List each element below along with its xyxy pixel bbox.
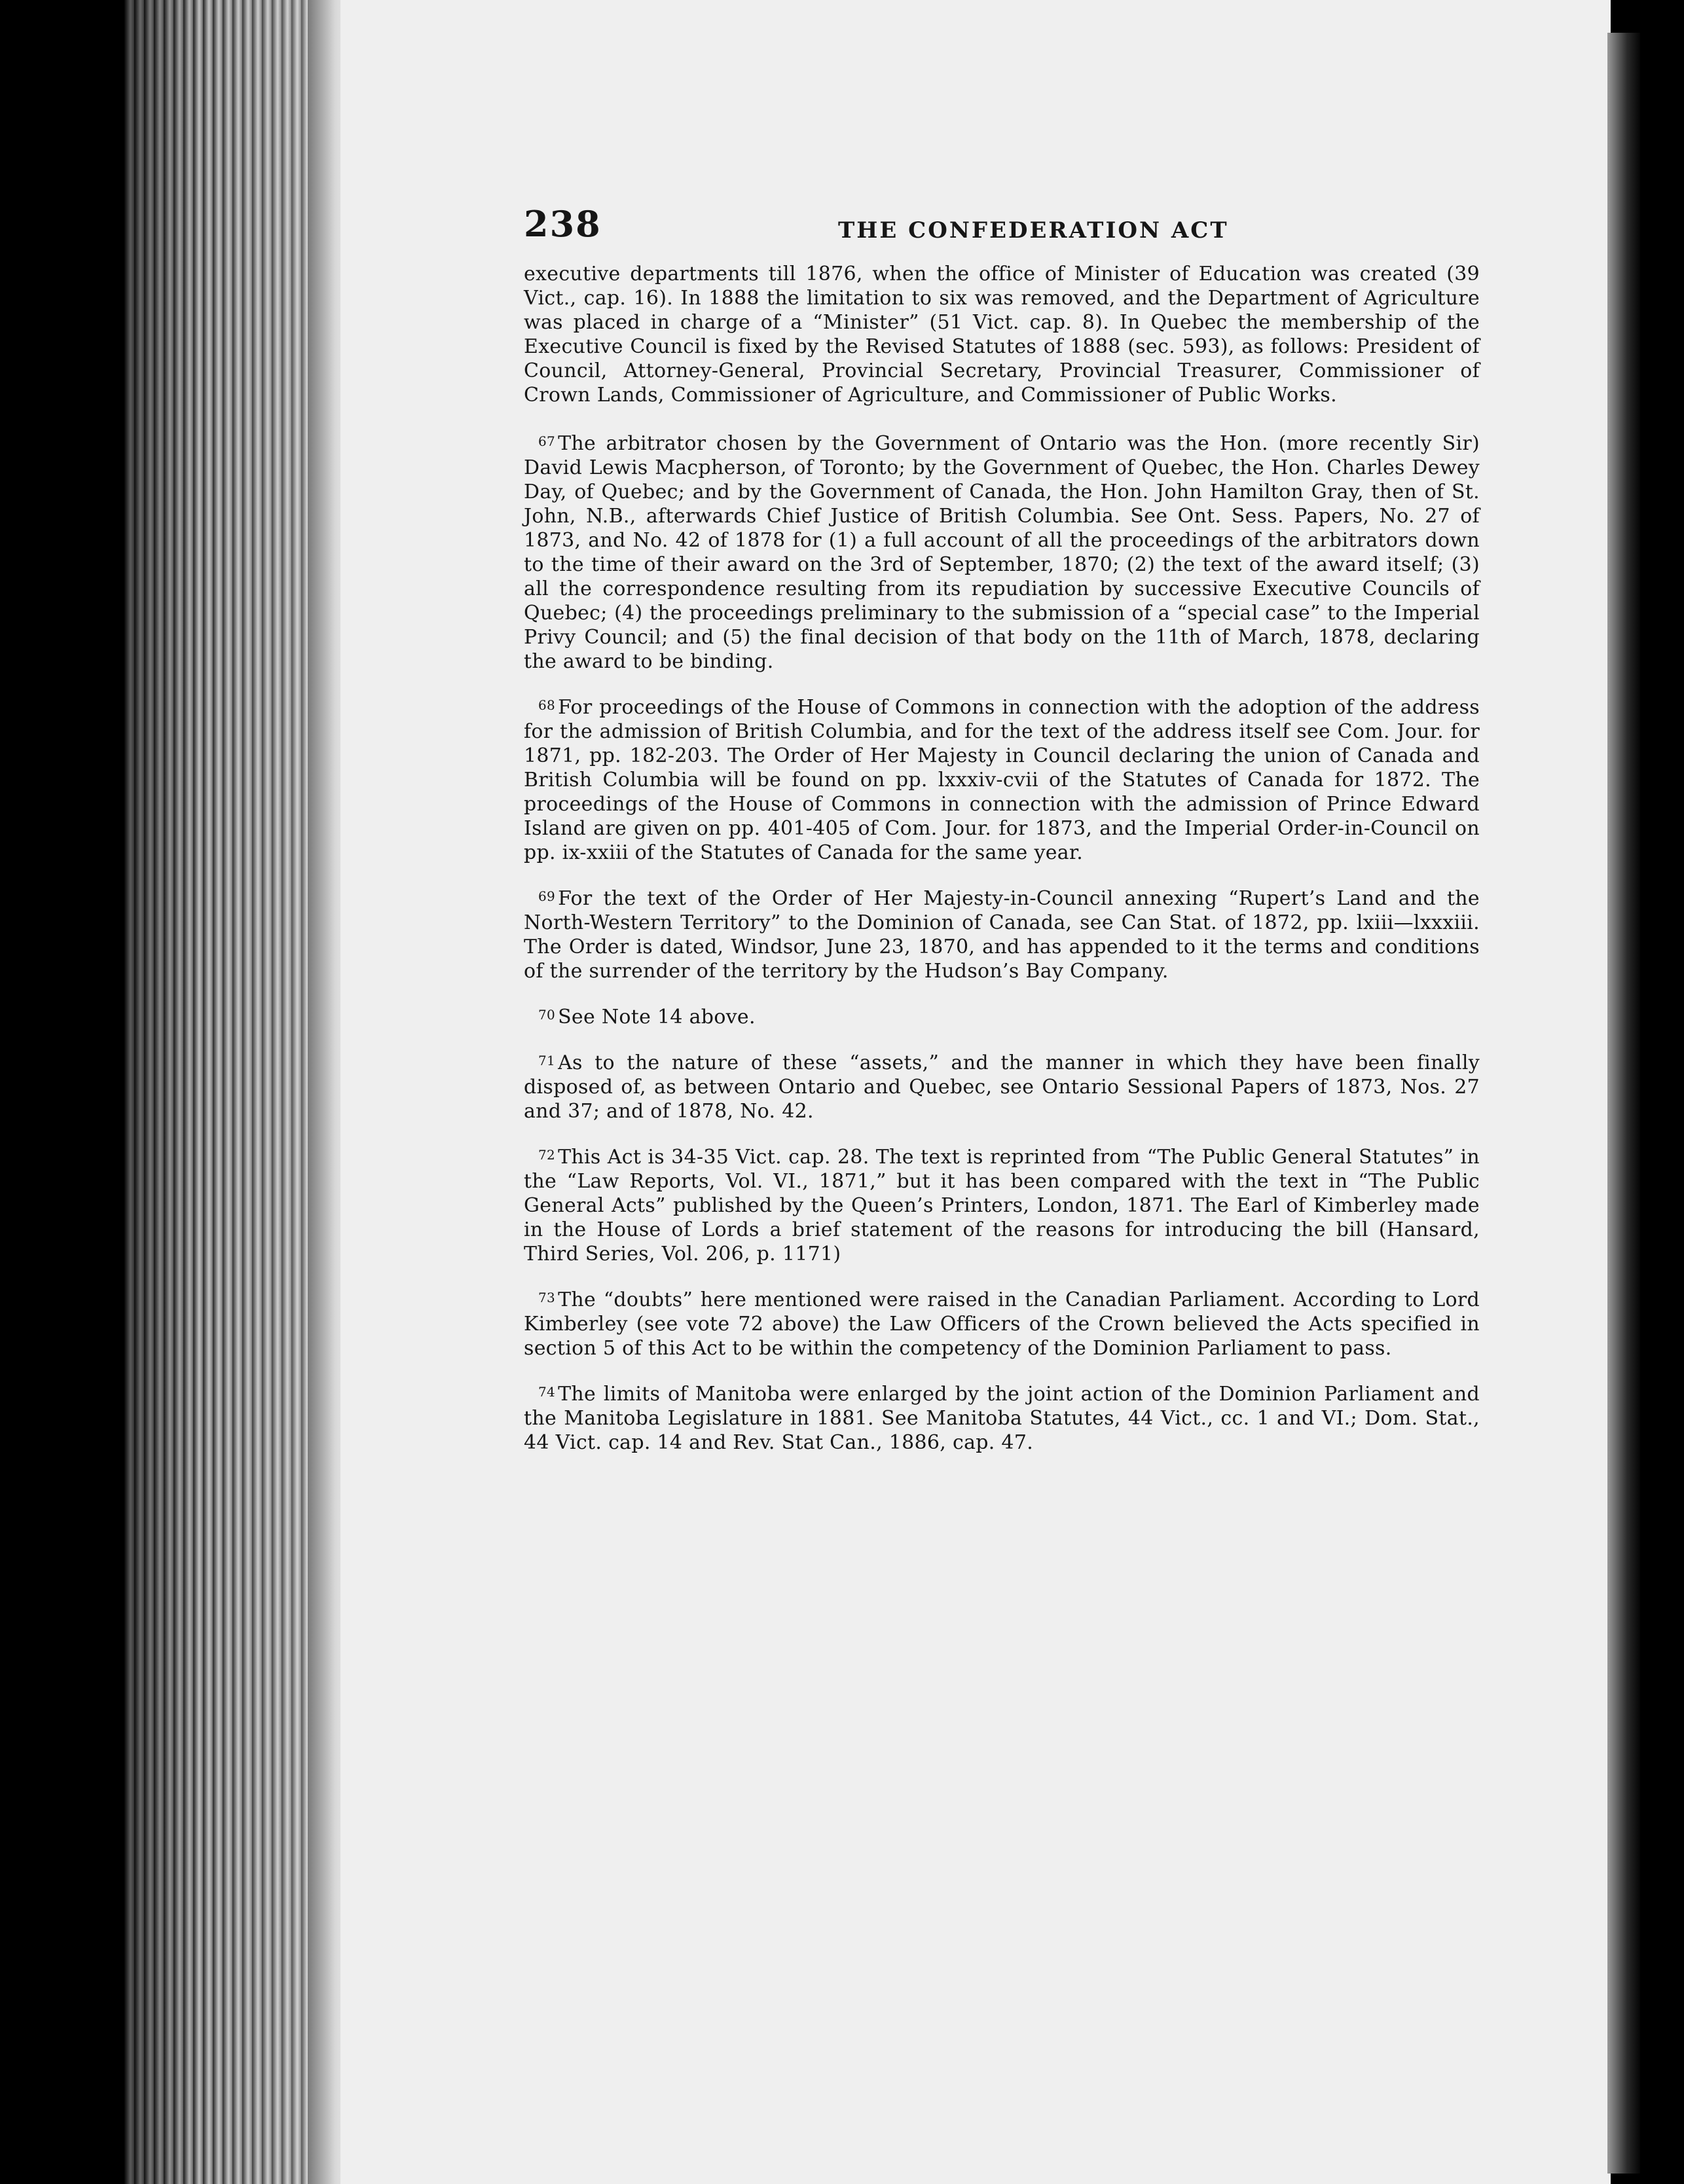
note-text: For the text of the Order of Her Majesty-in-Council annexing “Rupert’s Land and the North-Western Territory” to the Dominion of Canada, see Can Stat. of 1872, pp. lxiii—lxxxiii. The Order is dated, Windsor, June 23, 1870, and has appended to it the terms and conditions of the surrender of the territory by the Hudson’s Bay Company. [524,887,1480,983]
note-text: The “doubts” here mentioned were raised in the Canadian Parliament. According to Lord Kimberley (see vote 72 above) the Law Officers of the Crown believed the Acts specified in section 5 of this Act to be within the competency of the Dominion Parliament to pass. [524,1288,1480,1360]
note-text: executive departments till 1876, when the office of Minister of Education was created (39 Vict., cap. 16). In 1888 the limitation to six was removed, and the Department of Agriculture was placed in charge of a “Minister” (51 Vict. cap. 8). In Quebec the membership of the Executive Council is fixed by the Revised Statutes of 1888 (sec. 593), as follows: President of Council, Attorney-General, Provincial Secretary, Provincial Treasurer, Commissioner of Crown Lands, Commissioner of Agriculture, and Commissioner of Public Works. [524,263,1480,407]
note-number: 69 [538,888,556,904]
note-71 [524,1049,1480,1123]
page-content [524,196,1480,1474]
note-text: The limits of Manitoba were enlarged by the joint action of the Dominion Parliament and the Manitoba Legislature in 1881. See Manitoba Statutes, 44 Vict., cc. 1 and VI.; Dom. Stat., 44 Vict. cap. 14 and Rev. Stat Can., 1886, cap. 47. [524,1383,1480,1454]
note-67 [524,429,1480,674]
running-head: THE CONFEDERATION ACT [838,217,1229,244]
page-header [524,196,1480,262]
note-70 [524,1003,1480,1029]
note-text: As to the nature of these “assets,” and the manner in which they have been finally disposed of, as between Ontario and Quebec, see Ontario Sessional Papers of 1873, Nos. 27 and 37; and of 1878, No. 42. [524,1051,1480,1123]
note-72 [524,1143,1480,1266]
right-edge-shadow [1607,33,1640,2174]
note-number: 67 [538,433,556,449]
note-73 [524,1286,1480,1360]
note-number: 70 [538,1007,556,1023]
note-text: This Act is 34-35 Vict. cap. 28. The text is reprinted from “The Public General Statutes” in the “Law Reports, Vol. VI., 1871,” but it has been compared with the text in “The Public General Acts” published by the Queen’s Printers, London, 1871. The Earl of Kimberley made in the House of Lords a brief statement of the reasons for introducing the bill (Hansard, Third Series, Vol. 206, p. 1171) [524,1146,1480,1265]
page-sheet [340,0,1611,2184]
book-page-edges [124,0,314,2184]
note-68 [524,693,1480,865]
note-number: 74 [538,1384,556,1400]
note-text: The arbitrator chosen by the Government of Ontario was the Hon. (more recently Sir) David Lewis Macpherson, of Toronto; by the Government of Quebec, the Hon. Charles Dewey Day, of Quebec; and by the Government of Canada, the Hon. John Hamilton Gray, then of St. John, N.B., afterwards Chief Justice of British Columbia. See Ont. Sess. Papers, No. 27 of 1873, and No. 42 of 1878 for (1) a full account of all the proceedings of the arbitrators down to the time of their award on the 3rd of September, 1870; (2) the text of the award itself; (3) all the correspondence resulting from its repudiation by successive Executive Councils of Quebec; (4) the proceedings preliminary to the submission of a “special case” to the Imperial Privy Council; and (5) the final decision of that body on the 11th of March, 1878, declaring the award to be binding. [524,432,1480,673]
note-69 [524,884,1480,983]
note-continued [524,262,1480,407]
note-text: For proceedings of the House of Commons in connection with the adoption of the address for the admission of British Columbia, and for the text of the address itself see Com. Jour. for 1871, pp. 182-203. The Order of Her Majesty in Council declaring the union of Canada and British Columbia will be found on pp. lxxxiv-cvii of the Statutes of Canada for 1872. The proceedings of the House of Commons in connection with the admission of Prince Edward Island are given on pp. 401-405 of Com. Jour. for 1873, and the Imperial Order-in-Council on pp. ix-xxiii of the Statutes of Canada for the same year. [524,696,1480,864]
note-number: 73 [538,1290,556,1305]
page-number: 238 [524,203,602,245]
note-number: 68 [538,697,556,713]
note-74 [524,1380,1480,1455]
note-number: 72 [538,1147,556,1163]
note-number: 71 [538,1053,556,1068]
note-text: See Note 14 above. [558,1006,756,1028]
